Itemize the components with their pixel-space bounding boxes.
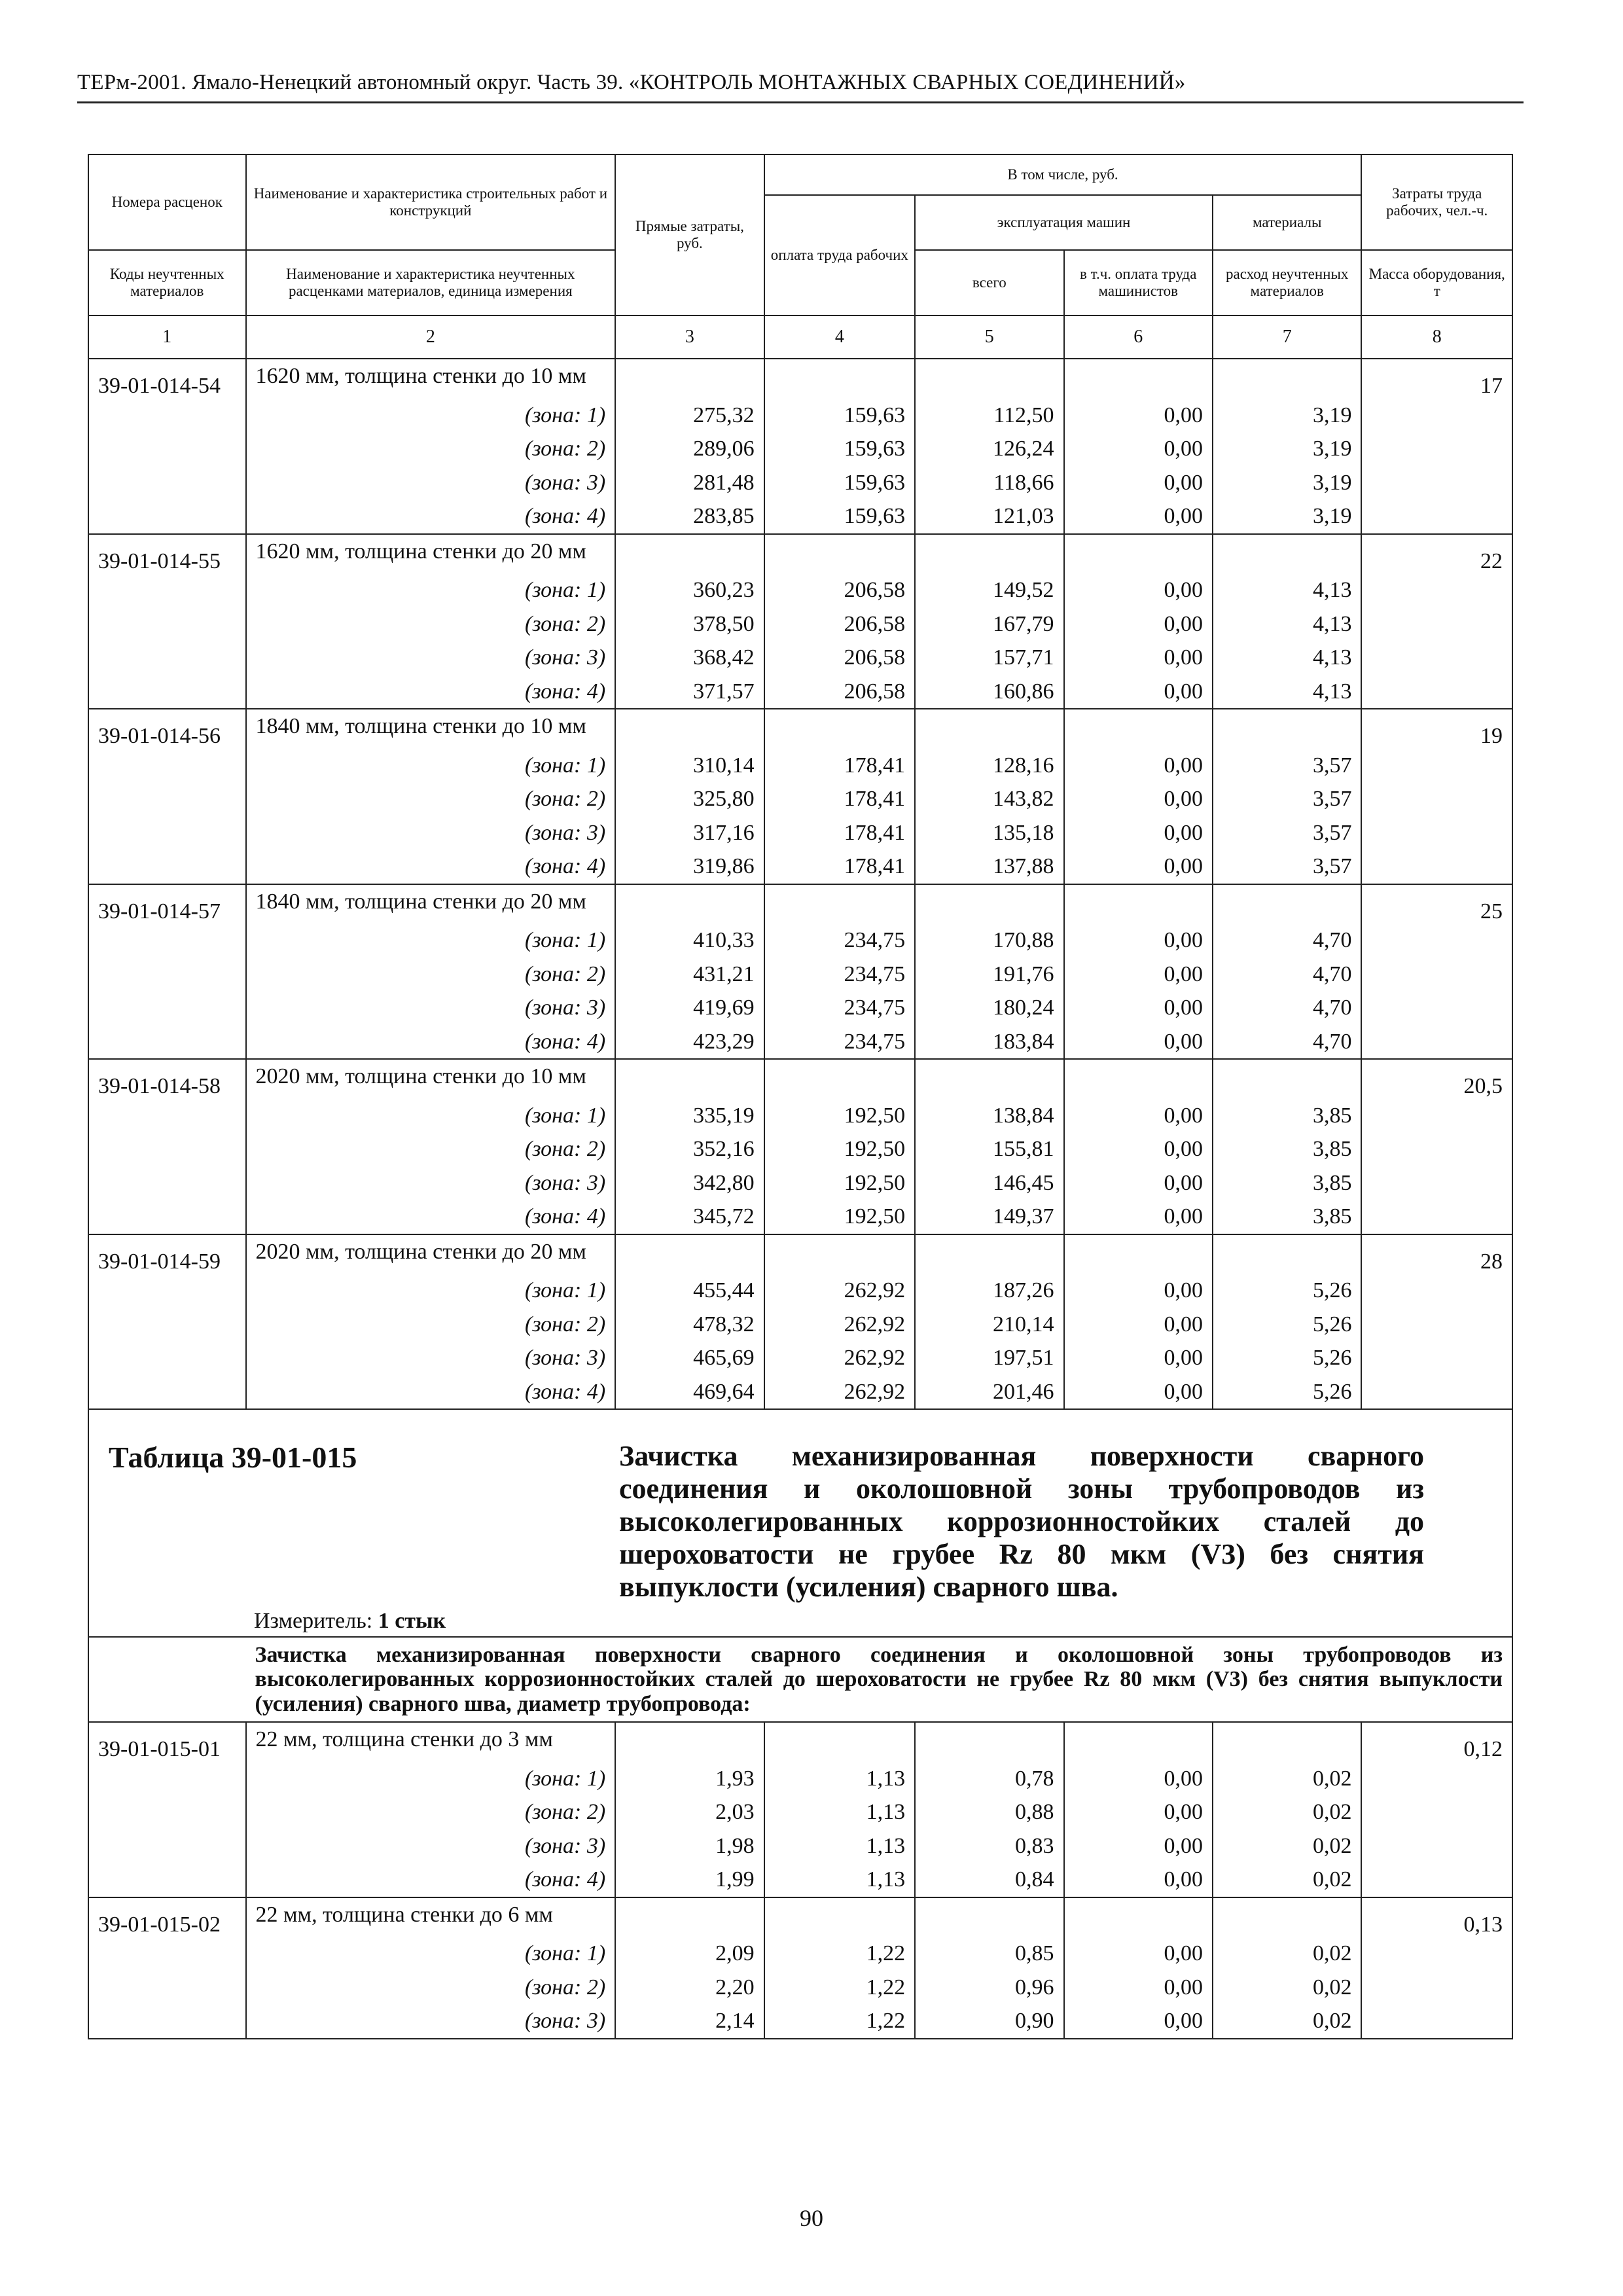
rate-title: 2020 мм, толщина стенки до 20 мм (246, 1234, 616, 1274)
zone-label: (зона: 3) (246, 466, 616, 500)
cost-cell: 3,85 (1213, 1200, 1361, 1234)
zone-label: (зона: 3) (246, 816, 616, 850)
cost-cell: 310,14 (615, 749, 764, 783)
cost-cell: 0,00 (1064, 641, 1213, 675)
zone-label: (зона: 4) (246, 1025, 616, 1060)
cost-cell: 1,99 (615, 1863, 764, 1897)
header-mass: Масса оборудования, т (1361, 250, 1512, 315)
cost-cell: 206,58 (764, 675, 915, 709)
cost-cell: 2,20 (615, 1971, 764, 2005)
cost-cell: 0,02 (1213, 2004, 1361, 2039)
cost-cell: 3,85 (1213, 1099, 1361, 1133)
cost-cell: 3,19 (1213, 432, 1361, 466)
cost-cell: 0,00 (1064, 1274, 1213, 1308)
table-row (88, 1025, 1512, 1060)
cost-cell: 137,88 (915, 850, 1063, 884)
zone-label: (зона: 1) (246, 924, 616, 958)
header-name-bottom: Наименование и характеристика неучтенных расценками материалов, единица измерения (246, 250, 616, 315)
header-number: 6 (1064, 315, 1213, 359)
cost-cell: 1,13 (764, 1863, 915, 1897)
cost-cell: 192,50 (764, 1200, 915, 1234)
cost-cell: 178,41 (764, 782, 915, 816)
cost-cell: 4,70 (1213, 991, 1361, 1025)
table-row (88, 399, 1512, 433)
cost-cell: 0,00 (1064, 782, 1213, 816)
header-labor-cost: Затраты труда рабочих, чел.-ч. (1361, 154, 1512, 250)
table-row (88, 850, 1512, 884)
zone-label: (зона: 3) (246, 641, 616, 675)
zone-label: (зона: 2) (246, 1971, 616, 2005)
table-header (88, 154, 1512, 359)
table-row (88, 675, 1512, 709)
cost-cell: 183,84 (915, 1025, 1063, 1060)
cost-cell: 1,93 (615, 1762, 764, 1796)
rate-code: 39-01-014-59 (88, 1234, 246, 1410)
table-description: Зачистка механизированная поверхности сварного соединения и околошовной зоны трубопроводов из высоколегированных коррозионностойких сталей до шероховатости не грубее Rz 80 мкм (V3) без снятия выпуклости (усиления) сварного шва. (619, 1440, 1424, 1603)
zone-label: (зона: 4) (246, 1863, 616, 1897)
cost-cell: 5,26 (1213, 1308, 1361, 1342)
cost-cell: 146,45 (915, 1166, 1063, 1200)
header-materials-bottom: расход неучтенных материалов (1213, 250, 1361, 315)
cost-cell: 5,26 (1213, 1375, 1361, 1410)
zone-label: (зона: 2) (246, 432, 616, 466)
rate-group (88, 884, 1512, 1060)
cost-cell: 192,50 (764, 1166, 915, 1200)
cost-cell: 478,32 (615, 1308, 764, 1342)
header-machines-total: всего (915, 250, 1063, 315)
cost-cell: 0,00 (1064, 432, 1213, 466)
zone-label: (зона: 4) (246, 1200, 616, 1234)
cost-cell: 143,82 (915, 782, 1063, 816)
table-row (88, 991, 1512, 1025)
header-materials: материалы (1213, 195, 1361, 250)
cost-cell: 0,02 (1213, 1937, 1361, 1971)
table-row (88, 499, 1512, 534)
header-number: 3 (615, 315, 764, 359)
cost-cell: 159,63 (764, 466, 915, 500)
rate-title: 1840 мм, толщина стенки до 10 мм (246, 709, 616, 749)
cost-cell: 0,00 (1064, 924, 1213, 958)
cost-cell: 275,32 (615, 399, 764, 433)
cost-cell: 159,63 (764, 499, 915, 534)
table-row (88, 573, 1512, 607)
cost-cell: 170,88 (915, 924, 1063, 958)
cost-cell: 0,00 (1064, 1863, 1213, 1897)
table-row (88, 2004, 1512, 2039)
rate-title: 22 мм, толщина стенки до 3 мм (246, 1722, 616, 1762)
cost-cell: 4,13 (1213, 675, 1361, 709)
rates-table (88, 154, 1513, 2039)
table-row (88, 1795, 1512, 1829)
cost-cell: 0,02 (1213, 1829, 1361, 1863)
cost-cell: 112,50 (915, 399, 1063, 433)
cost-cell: 3,19 (1213, 466, 1361, 500)
cost-cell: 4,13 (1213, 641, 1361, 675)
cost-cell: 159,63 (764, 399, 915, 433)
cost-cell: 0,00 (1064, 1971, 1213, 2005)
header-direct: Прямые затраты, руб. (615, 154, 764, 315)
rate-code: 39-01-014-57 (88, 884, 246, 1060)
cost-cell: 0,00 (1064, 1829, 1213, 1863)
cost-cell: 157,71 (915, 641, 1063, 675)
cost-cell: 0,00 (1064, 1200, 1213, 1234)
cost-cell: 149,37 (915, 1200, 1063, 1234)
cost-cell: 1,13 (764, 1762, 915, 1796)
header-number: 7 (1213, 315, 1361, 359)
rate-title: 22 мм, толщина стенки до 6 мм (246, 1897, 616, 1937)
cost-cell: 0,83 (915, 1829, 1063, 1863)
cost-cell: 465,69 (615, 1341, 764, 1375)
cost-cell: 1,22 (764, 1937, 915, 1971)
cost-cell: 0,00 (1064, 466, 1213, 500)
rate-mass: 19 (1361, 709, 1512, 884)
cost-cell: 262,92 (764, 1308, 915, 1342)
rate-title: 1620 мм, толщина стенки до 10 мм (246, 359, 616, 399)
rate-mass: 0,13 (1361, 1897, 1512, 2039)
zone-label: (зона: 1) (246, 1937, 616, 1971)
cost-cell: 5,26 (1213, 1341, 1361, 1375)
cost-cell: 0,00 (1064, 2004, 1213, 2039)
cost-cell: 0,00 (1064, 1132, 1213, 1166)
cost-cell: 0,84 (915, 1863, 1063, 1897)
cost-cell: 3,57 (1213, 816, 1361, 850)
zone-label: (зона: 1) (246, 1274, 616, 1308)
rate-code: 39-01-014-56 (88, 709, 246, 884)
cost-cell: 0,00 (1064, 958, 1213, 992)
cost-cell: 4,13 (1213, 573, 1361, 607)
cost-cell: 3,57 (1213, 749, 1361, 783)
zone-label: (зона: 4) (246, 499, 616, 534)
cost-cell: 262,92 (764, 1341, 915, 1375)
cost-cell: 192,50 (764, 1132, 915, 1166)
cost-cell: 210,14 (915, 1308, 1063, 1342)
zone-label: (зона: 1) (246, 1099, 616, 1133)
cost-cell: 1,13 (764, 1795, 915, 1829)
header-codes-bottom: Коды неучтенных материалов (88, 250, 246, 315)
cost-cell: 455,44 (615, 1274, 764, 1308)
cost-cell: 262,92 (764, 1274, 915, 1308)
table-row (88, 1829, 1512, 1863)
cost-cell: 128,16 (915, 749, 1063, 783)
zone-label: (зона: 4) (246, 675, 616, 709)
header-number: 5 (915, 315, 1063, 359)
cost-cell: 0,02 (1213, 1971, 1361, 2005)
zone-label: (зона: 1) (246, 1762, 616, 1796)
cost-cell: 0,00 (1064, 1308, 1213, 1342)
cost-cell: 234,75 (764, 1025, 915, 1060)
cost-cell: 289,06 (615, 432, 764, 466)
rate-group (88, 1234, 1512, 1410)
rate-group (88, 1897, 1512, 2039)
group-description: Зачистка механизированная поверхности сварного соединения и околошовной зоны трубопроводов из высоколегированных коррозионностойких сталей до шероховатости не грубее Rz 80 мкм (V3) без снятия выпуклости (усиления) сварного шва, диаметр трубопровода: (246, 1637, 1512, 1722)
cost-cell: 469,64 (615, 1375, 764, 1410)
table-row (88, 749, 1512, 783)
cost-cell: 191,76 (915, 958, 1063, 992)
cost-cell: 0,00 (1064, 1099, 1213, 1133)
cost-cell: 180,24 (915, 991, 1063, 1025)
meter-label: Измеритель: (254, 1609, 373, 1633)
cost-cell: 159,63 (764, 432, 915, 466)
table-row (88, 782, 1512, 816)
table-row (88, 466, 1512, 500)
cost-cell: 335,19 (615, 1099, 764, 1133)
cost-cell: 325,80 (615, 782, 764, 816)
cost-cell: 262,92 (764, 1375, 915, 1410)
cost-cell: 3,57 (1213, 850, 1361, 884)
cost-cell: 206,58 (764, 607, 915, 641)
cost-cell: 281,48 (615, 466, 764, 500)
header-machines-pay: в т.ч. оплата труда машинистов (1064, 250, 1213, 315)
cost-cell: 0,96 (915, 1971, 1063, 2005)
table-row (88, 1937, 1512, 1971)
cost-cell: 0,00 (1064, 573, 1213, 607)
table-row (88, 1863, 1512, 1897)
table-row (88, 1375, 1512, 1410)
table-row (88, 1971, 1512, 2005)
cost-cell: 431,21 (615, 958, 764, 992)
zone-label: (зона: 2) (246, 1795, 616, 1829)
cost-cell: 1,13 (764, 1829, 915, 1863)
table-row (88, 1166, 1512, 1200)
zone-label: (зона: 3) (246, 1341, 616, 1375)
table-row (88, 641, 1512, 675)
cost-cell: 378,50 (615, 607, 764, 641)
header-name-top: Наименование и характеристика строительных работ и конструкций (246, 154, 616, 250)
table-row (88, 1308, 1512, 1342)
cost-cell: 178,41 (764, 850, 915, 884)
cost-cell: 234,75 (764, 958, 915, 992)
table-row (88, 1274, 1512, 1308)
rate-code: 39-01-014-54 (88, 359, 246, 534)
table-row (88, 1099, 1512, 1133)
rate-title: 1840 мм, толщина стенки до 20 мм (246, 884, 616, 924)
cost-cell: 121,03 (915, 499, 1063, 534)
cost-cell: 360,23 (615, 573, 764, 607)
zone-label: (зона: 1) (246, 573, 616, 607)
table-row (88, 1200, 1512, 1234)
cost-cell: 0,00 (1064, 499, 1213, 534)
cost-cell: 317,16 (615, 816, 764, 850)
cost-cell: 3,85 (1213, 1166, 1361, 1200)
zone-label: (зона: 2) (246, 958, 616, 992)
cost-cell: 192,50 (764, 1099, 915, 1133)
cost-cell: 0,02 (1213, 1795, 1361, 1829)
cost-cell: 206,58 (764, 641, 915, 675)
rate-code: 39-01-014-58 (88, 1059, 246, 1234)
cost-cell: 0,00 (1064, 1937, 1213, 1971)
cost-cell: 0,00 (1064, 1025, 1213, 1060)
cost-cell: 319,86 (615, 850, 764, 884)
cost-cell: 0,00 (1064, 1341, 1213, 1375)
cost-cell: 0,78 (915, 1762, 1063, 1796)
cost-cell: 0,00 (1064, 991, 1213, 1025)
cost-cell: 342,80 (615, 1166, 764, 1200)
cost-cell: 160,86 (915, 675, 1063, 709)
cost-cell: 3,19 (1213, 399, 1361, 433)
zone-label: (зона: 3) (246, 991, 616, 1025)
table-row (88, 924, 1512, 958)
cost-cell: 368,42 (615, 641, 764, 675)
cost-cell: 3,85 (1213, 1132, 1361, 1166)
cost-cell: 0,02 (1213, 1762, 1361, 1796)
meter-value: 1 стык (378, 1609, 446, 1633)
header-number: 1 (88, 315, 246, 359)
cost-cell: 0,90 (915, 2004, 1063, 2039)
zone-label: (зона: 2) (246, 607, 616, 641)
cost-cell: 4,70 (1213, 1025, 1361, 1060)
table-row (88, 958, 1512, 992)
rate-mass: 25 (1361, 884, 1512, 1060)
cost-cell: 0,00 (1064, 1795, 1213, 1829)
cost-cell: 419,69 (615, 991, 764, 1025)
cost-cell: 126,24 (915, 432, 1063, 466)
cost-cell: 135,18 (915, 816, 1063, 850)
zone-label: (зона: 1) (246, 399, 616, 433)
cost-cell: 118,66 (915, 466, 1063, 500)
cost-cell: 3,19 (1213, 499, 1361, 534)
zone-label: (зона: 3) (246, 2004, 616, 2039)
cost-cell: 4,13 (1213, 607, 1361, 641)
cost-cell: 0,02 (1213, 1863, 1361, 1897)
rate-mass: 22 (1361, 534, 1512, 709)
rate-mass: 28 (1361, 1234, 1512, 1410)
zone-label: (зона: 2) (246, 1308, 616, 1342)
cost-cell: 0,00 (1064, 850, 1213, 884)
cost-cell: 1,98 (615, 1829, 764, 1863)
table-row (88, 1132, 1512, 1166)
rate-title: 2020 мм, толщина стенки до 10 мм (246, 1059, 616, 1099)
header-number: 2 (246, 315, 616, 359)
cost-cell: 3,57 (1213, 782, 1361, 816)
page-number: 90 (800, 2205, 823, 2231)
table-row (88, 1341, 1512, 1375)
cost-cell: 0,88 (915, 1795, 1063, 1829)
running-head: ТЕРм-2001. Ямало-Ненецкий автономный округ. Часть 39. «КОНТРОЛЬ МОНТАЖНЫХ СВАРНЫХ СОЕДИНЕНИЙ» (77, 71, 1524, 103)
cost-cell: 0,00 (1064, 1166, 1213, 1200)
rate-title: 1620 мм, толщина стенки до 20 мм (246, 534, 616, 574)
cost-cell: 5,26 (1213, 1274, 1361, 1308)
zone-label: (зона: 2) (246, 782, 616, 816)
zone-label: (зона: 1) (246, 749, 616, 783)
cost-cell: 187,26 (915, 1274, 1063, 1308)
zone-label: (зона: 2) (246, 1132, 616, 1166)
cost-cell: 1,22 (764, 2004, 915, 2039)
header-codes-top: Номера расценок (88, 154, 246, 250)
cost-cell: 149,52 (915, 573, 1063, 607)
rate-mass: 17 (1361, 359, 1512, 534)
cost-cell: 410,33 (615, 924, 764, 958)
cost-cell: 138,84 (915, 1099, 1063, 1133)
zone-label: (зона: 3) (246, 1166, 616, 1200)
cost-cell: 0,00 (1064, 1762, 1213, 1796)
header-including: В том числе, руб. (764, 154, 1362, 195)
cost-cell: 4,70 (1213, 924, 1361, 958)
rate-group (88, 1722, 1512, 1897)
rate-code: 39-01-015-02 (88, 1897, 246, 2039)
meter (254, 1609, 446, 1633)
zone-label: (зона: 4) (246, 1375, 616, 1410)
cost-cell: 2,14 (615, 2004, 764, 2039)
header-machines: эксплуатация машин (915, 195, 1213, 250)
cost-cell: 0,00 (1064, 399, 1213, 433)
table-row (88, 1762, 1512, 1796)
cost-cell: 1,22 (764, 1971, 915, 2005)
table-label: Таблица 39-01-015 (109, 1441, 357, 1474)
cost-cell: 352,16 (615, 1132, 764, 1166)
zone-label: (зона: 4) (246, 850, 616, 884)
cost-cell: 0,00 (1064, 675, 1213, 709)
table-row (88, 816, 1512, 850)
cost-cell: 371,57 (615, 675, 764, 709)
rate-group (88, 534, 1512, 709)
rate-group (88, 709, 1512, 884)
rate-code: 39-01-014-55 (88, 534, 246, 709)
header-number: 4 (764, 315, 915, 359)
cost-cell: 206,58 (764, 573, 915, 607)
table-section (88, 1409, 1512, 1722)
cost-cell: 197,51 (915, 1341, 1063, 1375)
zone-label: (зона: 3) (246, 1829, 616, 1863)
cost-cell: 201,46 (915, 1375, 1063, 1410)
cost-cell: 4,70 (1213, 958, 1361, 992)
cost-cell: 0,85 (915, 1937, 1063, 1971)
cost-cell: 2,09 (615, 1937, 764, 1971)
cost-cell: 0,00 (1064, 1375, 1213, 1410)
table-row (88, 607, 1512, 641)
cost-cell: 423,29 (615, 1025, 764, 1060)
cost-cell: 178,41 (764, 816, 915, 850)
rate-group (88, 359, 1512, 534)
rate-mass: 0,12 (1361, 1722, 1512, 1897)
cost-cell: 234,75 (764, 924, 915, 958)
header-labor-pay: оплата труда рабочих (764, 195, 915, 315)
cost-cell: 234,75 (764, 991, 915, 1025)
rate-group (88, 1059, 1512, 1234)
rate-code: 39-01-015-01 (88, 1722, 246, 1897)
cost-cell: 2,03 (615, 1795, 764, 1829)
cost-cell: 178,41 (764, 749, 915, 783)
cost-cell: 155,81 (915, 1132, 1063, 1166)
cost-cell: 345,72 (615, 1200, 764, 1234)
cost-cell: 0,00 (1064, 749, 1213, 783)
cost-cell: 0,00 (1064, 607, 1213, 641)
cost-cell: 283,85 (615, 499, 764, 534)
cost-cell: 0,00 (1064, 816, 1213, 850)
rate-mass: 20,5 (1361, 1059, 1512, 1234)
header-number: 8 (1361, 315, 1512, 359)
cost-cell: 167,79 (915, 607, 1063, 641)
table-row (88, 432, 1512, 466)
